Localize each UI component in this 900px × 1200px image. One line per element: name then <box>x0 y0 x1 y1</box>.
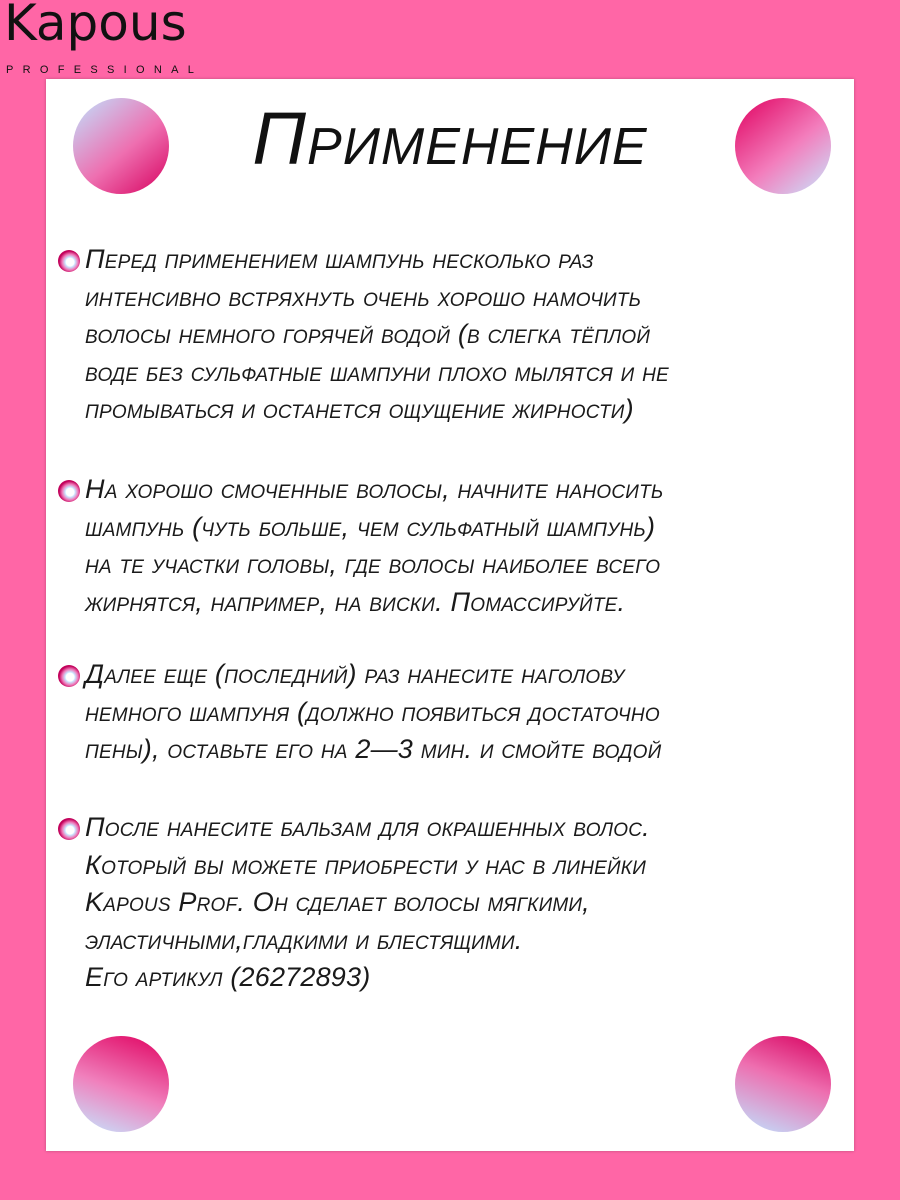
paragraph-line: воде без сульфатные шампуни плохо мылятся и не <box>85 356 669 387</box>
bullet-icon <box>58 250 80 272</box>
paragraph-line: Его артикул (26272893) <box>85 962 371 992</box>
paragraph-line: интенсивно встряхнуть очень хорошо намочить <box>85 281 642 312</box>
bullet-icon <box>58 665 80 687</box>
paragraph-line: Который вы можете приобрести у нас в линейки <box>85 849 646 880</box>
paragraph-line: шампунь (чуть больше, чем сульфатный шампунь) <box>85 511 656 542</box>
bullet-icon <box>58 818 80 840</box>
paragraph-line: волосы немного горячей водой (в слегка тёплой <box>85 319 651 349</box>
paragraph-2 <box>85 471 855 621</box>
brand-logo <box>4 0 214 80</box>
paragraph-line: Kapous Prof. Он сделает волосы мягкими, <box>85 887 590 917</box>
paragraph-line: промываться и останется ощущение жирности) <box>85 394 634 424</box>
corner-ball-bottom-right-icon <box>735 1036 831 1132</box>
corner-ball-bottom-left-icon <box>73 1036 169 1132</box>
paragraph-line: немного шампуня (должно появиться достаточно <box>85 696 660 727</box>
brand-name: Kapous <box>4 0 187 52</box>
paragraph-line: на те участки головы, где волосы наиболее всего <box>85 549 661 579</box>
paragraph-4 <box>85 809 855 997</box>
paragraph-line: пены), оставьте его на 2—3 мин. и смойте водой <box>85 734 662 764</box>
paragraph-1 <box>85 241 855 429</box>
paragraph-3 <box>85 656 855 769</box>
paragraph-line: эластичными,гладкими и блестящими. <box>85 924 523 955</box>
paragraph-line: жирнятся, например, на виски. Помассируйте. <box>85 586 626 617</box>
brand-subtitle: PROFESSIONAL <box>6 64 204 76</box>
paragraph-line: После нанесите бальзам для окрашенных волос. <box>85 812 650 842</box>
paragraph-line: Далее еще (последний) раз нанесите наголову <box>85 659 625 689</box>
page-title: Применение <box>252 97 648 180</box>
paragraph-line: Перед применением шампунь несколько раз <box>85 244 594 274</box>
bullet-icon <box>58 480 80 502</box>
paragraph-line: На хорошо смоченные волосы, начните наносить <box>85 474 664 504</box>
